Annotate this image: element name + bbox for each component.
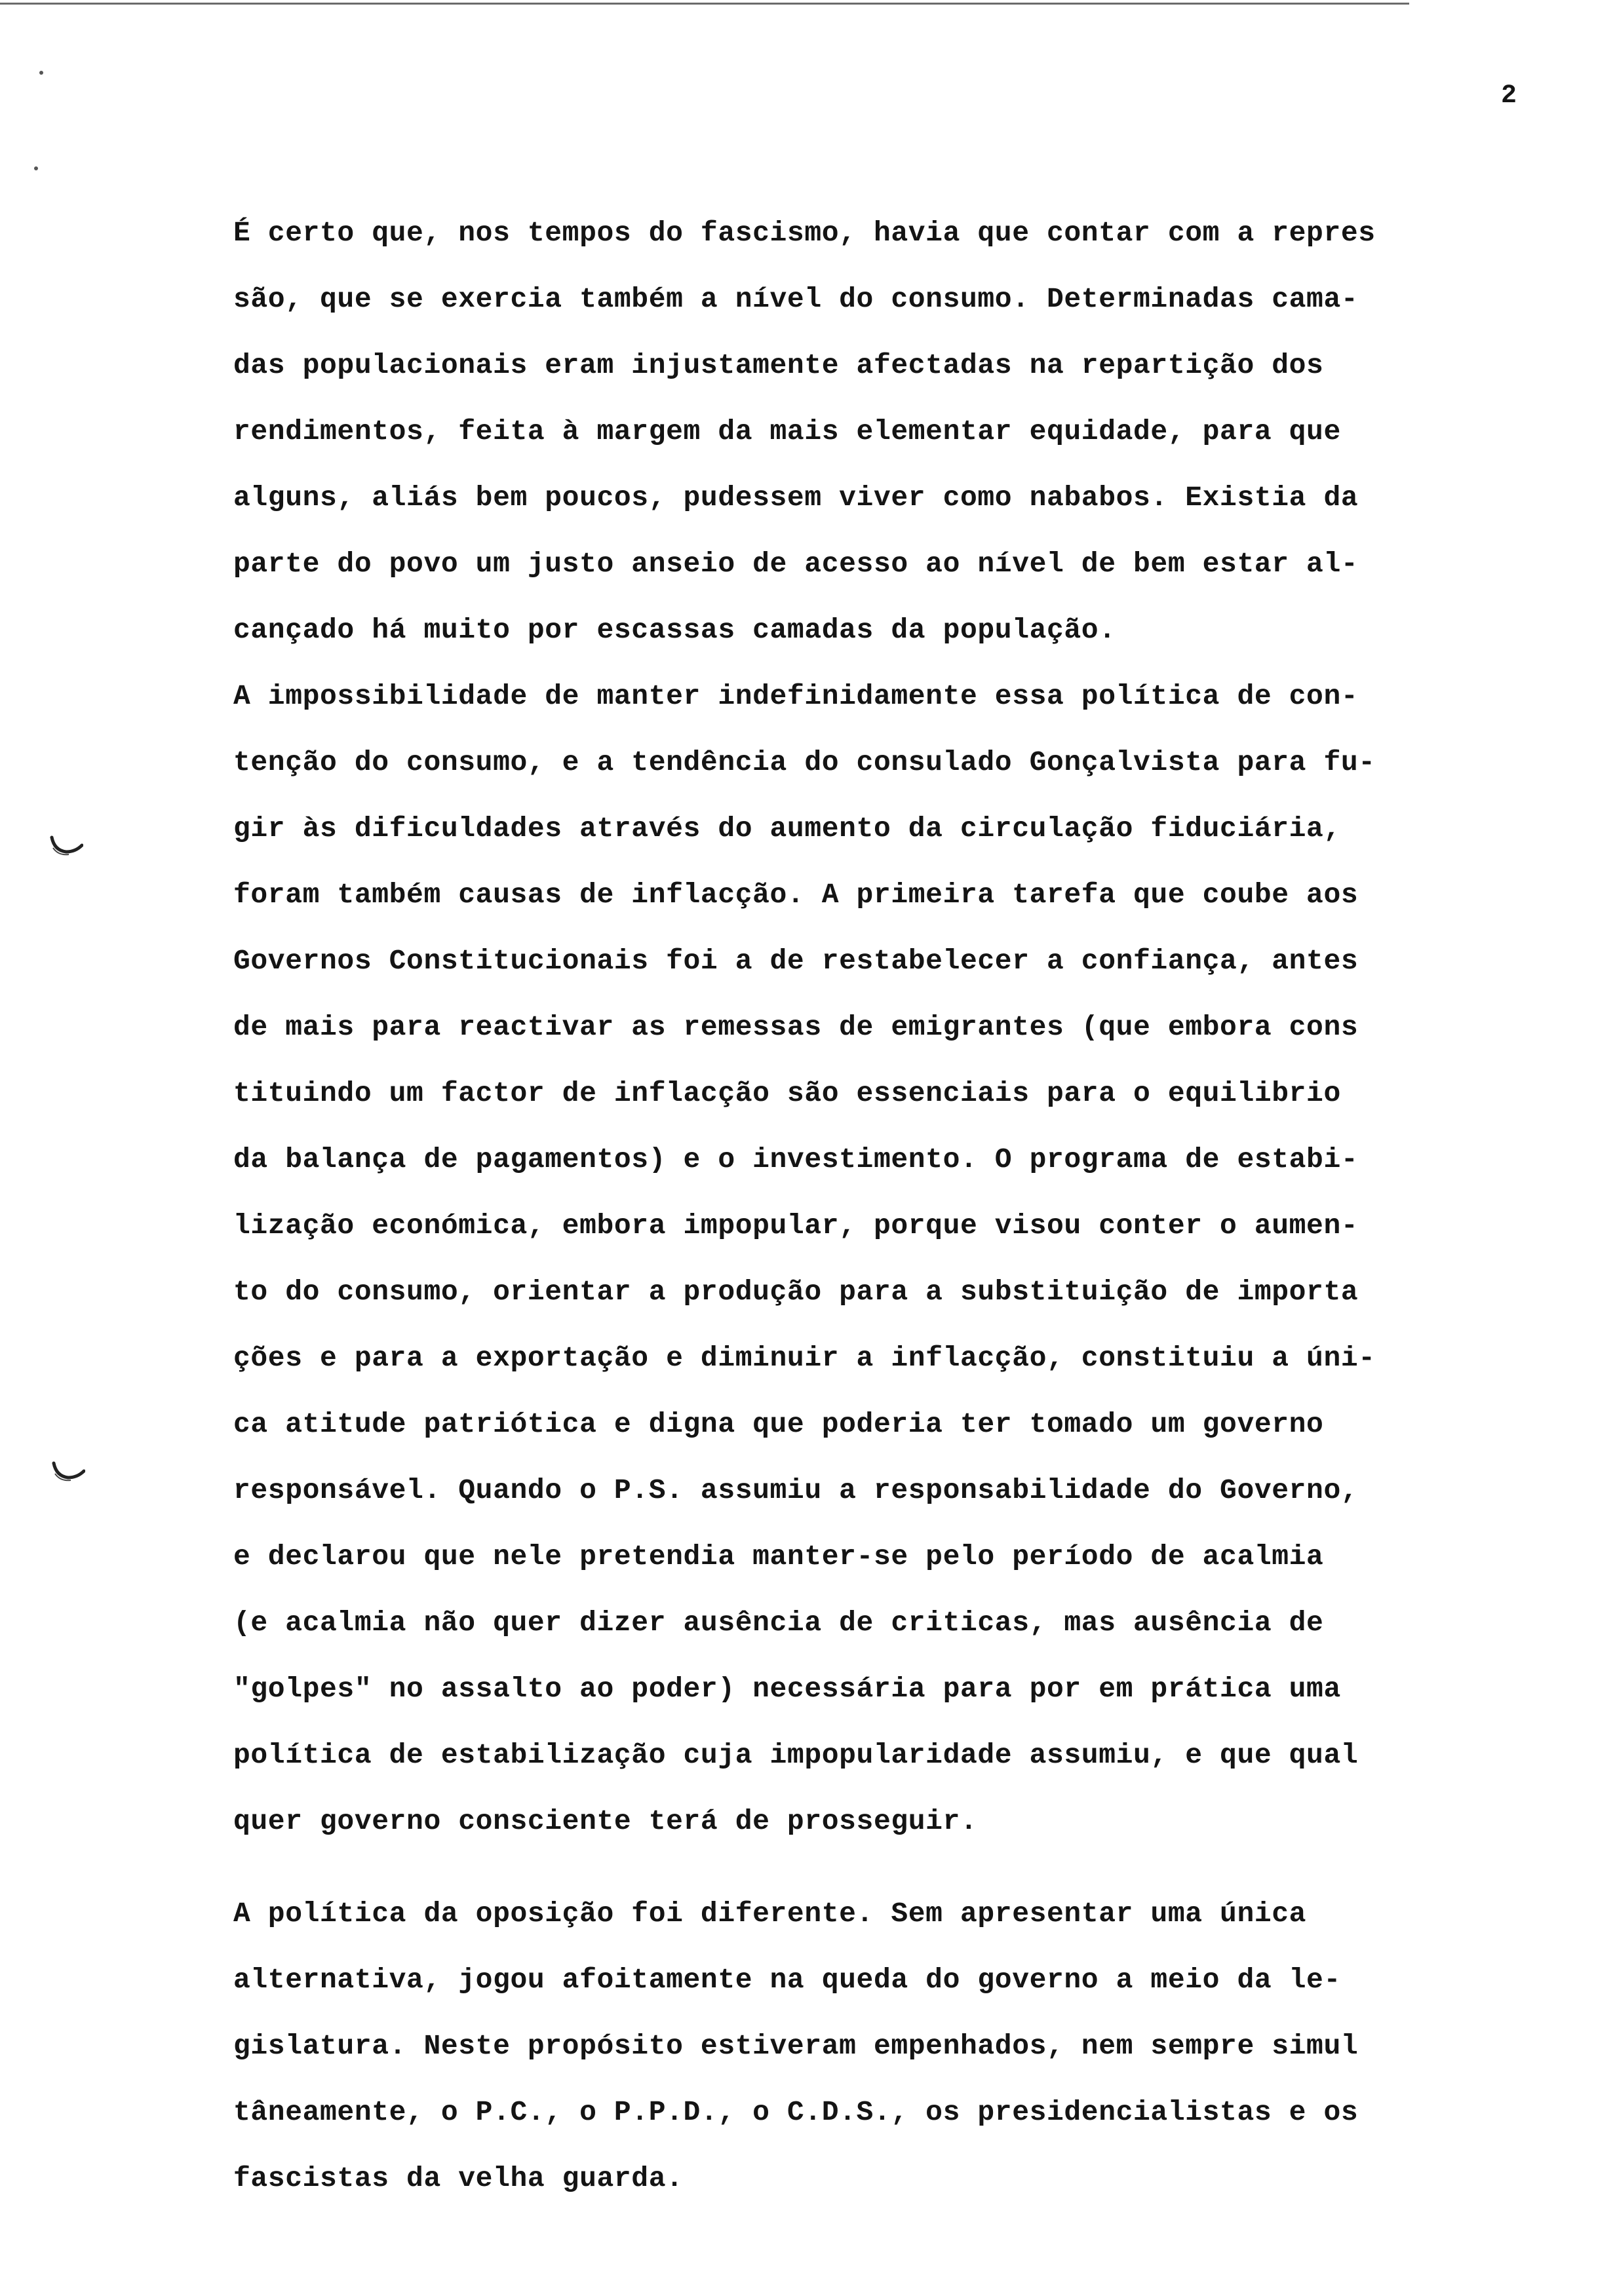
margin-dot — [34, 166, 38, 170]
text-line: foram também causas de inflacção. A primeira tarefa que coube aos — [233, 879, 1359, 911]
check-mark-icon — [49, 832, 83, 858]
text-line: são, que se exercia também a nível do consumo. Determinadas cama- — [233, 283, 1359, 315]
text-line: (e acalmia não quer dizer ausência de criticas, mas ausência de — [233, 1607, 1324, 1639]
text-line: tituindo um factor de inflacção são essenciais para o equilibrio — [233, 1077, 1341, 1109]
text-line: rendimentos, feita à margem da mais elementar equidade, para que — [233, 415, 1341, 448]
text-line: e declarou que nele pretendia manter-se pelo período de acalmia — [233, 1540, 1324, 1573]
text-line: alternativa, jogou afoitamente na queda do governo a meio da le- — [233, 1964, 1341, 1996]
text-line: quer governo consciente terá de prosseguir. — [233, 1805, 978, 1837]
top-rule — [0, 3, 1409, 5]
text-line: da balança de pagamentos) e o investimento. O programa de estabi- — [233, 1143, 1359, 1176]
body-paragraph — [233, 1881, 1518, 2211]
text-line: gislatura. Neste propósito estiveram empenhados, nem sempre simul — [233, 2030, 1359, 2062]
text-line: É certo que, nos tempos do fascismo, havia que contar com a repres — [233, 217, 1376, 249]
text-line: política de estabilização cuja impopularidade assumiu, e que qual — [233, 1739, 1359, 1771]
text-line: Governos Constitucionais foi a de restabelecer a confiança, antes — [233, 945, 1359, 977]
text-line: lização económica, embora impopular, porque visou conter o aumen- — [233, 1210, 1359, 1242]
text-line: to do consumo, orientar a produção para a substituição de importa — [233, 1276, 1359, 1308]
text-line: A política da oposição foi diferente. Sem apresentar uma única — [233, 1898, 1307, 1930]
text-line: tâneamente, o P.C., o P.P.D., o C.D.S., os presidencialistas e os — [233, 2096, 1359, 2128]
text-line: ções e para a exportação e diminuir a inflacção, constituiu a úni- — [233, 1342, 1376, 1374]
text-line: parte do povo um justo anseio de acesso ao nível de bem estar al- — [233, 548, 1359, 580]
check-mark-icon — [51, 1458, 85, 1484]
text-line: gir às dificuldades através do aumento da circulação fiduciária, — [233, 813, 1341, 845]
text-line: de mais para reactivar as remessas de emigrantes (que embora cons — [233, 1011, 1359, 1043]
text-line: fascistas da velha guarda. — [233, 2162, 684, 2194]
text-line: responsável. Quando o P.S. assumiu a responsabilidade do Governo, — [233, 1474, 1359, 1506]
text-line: ca atitude patriótica e digna que poderia ter tomado um governo — [233, 1408, 1324, 1440]
text-line: tenção do consumo, e a tendência do consulado Gonçalvista para fu- — [233, 746, 1376, 778]
text-line: das populacionais eram injustamente afectadas na repartição dos — [233, 349, 1324, 381]
page-number: 2 — [1500, 81, 1517, 111]
text-line: alguns, aliás bem poucos, pudessem viver como nababos. Existia da — [233, 482, 1359, 514]
text-line: "golpes" no assalto ao poder) necessária para por em prática uma — [233, 1673, 1341, 1705]
margin-dot — [39, 71, 43, 75]
text-line: A impossibilidade de manter indefinidamente essa política de con- — [233, 680, 1359, 712]
body-paragraph — [233, 200, 1518, 1854]
text-line: cançado há muito por escassas camadas da população. — [233, 614, 1116, 646]
